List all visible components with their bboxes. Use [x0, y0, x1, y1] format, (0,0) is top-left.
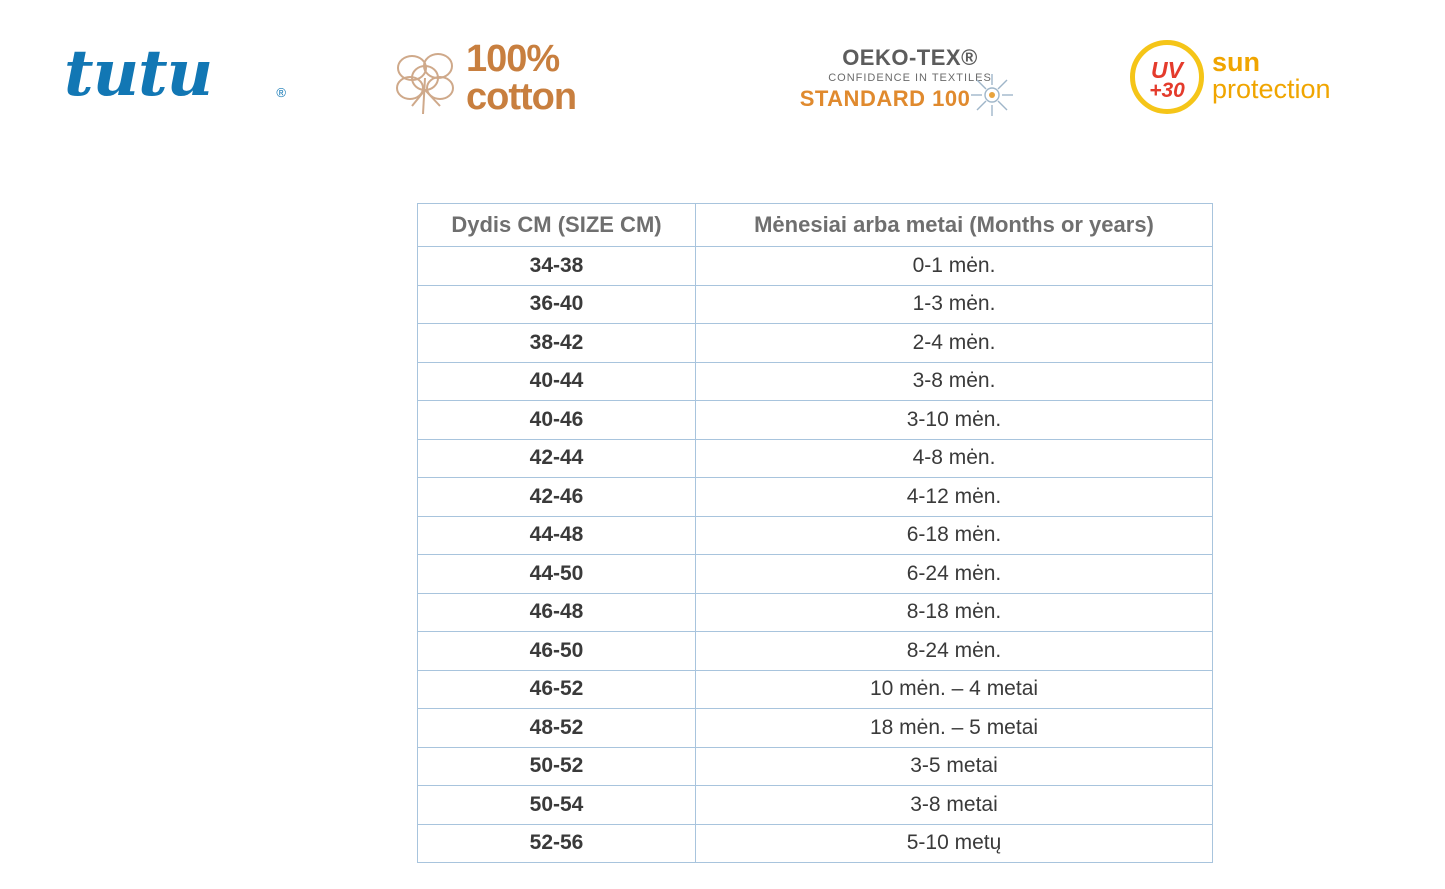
table-row: [418, 709, 1213, 748]
tutu-logo: [64, 36, 286, 114]
table-row: [418, 670, 1213, 709]
cell-size: 42-44: [418, 439, 696, 478]
cell-size: 36-40: [418, 285, 696, 324]
size-table: [417, 203, 1213, 863]
cell-age: 3-10 mėn.: [696, 401, 1213, 440]
table-row: [418, 362, 1213, 401]
cell-age: 2-4 mėn.: [696, 324, 1213, 363]
table-row: [418, 516, 1213, 555]
table-row: [418, 593, 1213, 632]
table-row: [418, 632, 1213, 671]
table-row: [418, 285, 1213, 324]
table-row: [418, 439, 1213, 478]
oeko-tex-subtitle: CONFIDENCE IN TEXTILES: [828, 72, 992, 84]
cell-age: 3-8 mėn.: [696, 362, 1213, 401]
cell-size: 42-46: [418, 478, 696, 517]
table-row: [418, 324, 1213, 363]
cotton-line1: 100%: [466, 38, 560, 80]
cotton-text: [466, 40, 576, 116]
uv-badge-line2: +30: [1149, 79, 1185, 102]
table-row: [418, 786, 1213, 825]
table-row: [418, 478, 1213, 517]
table-row: [418, 555, 1213, 594]
cell-age: 8-24 mėn.: [696, 632, 1213, 671]
cell-size: 40-46: [418, 401, 696, 440]
uv-protection-logo: [1130, 40, 1360, 118]
table-row: [418, 747, 1213, 786]
cell-size: 44-48: [418, 516, 696, 555]
table-header-row: [418, 204, 1213, 247]
registered-trademark-icon: ®: [276, 85, 286, 100]
cell-size: 52-56: [418, 824, 696, 863]
cell-age: 10 mėn. – 4 metai: [696, 670, 1213, 709]
cell-age: 6-18 mėn.: [696, 516, 1213, 555]
cotton-boll-icon: [390, 44, 462, 116]
cotton-line2: cotton: [466, 76, 577, 118]
uv-text-line1: sun: [1212, 47, 1261, 77]
uv-text: [1212, 49, 1331, 103]
cell-size: 46-48: [418, 593, 696, 632]
cell-age: 4-12 mėn.: [696, 478, 1213, 517]
cell-size: 46-52: [418, 670, 696, 709]
oeko-tex-title: OEKO-TEX®: [842, 45, 978, 70]
cell-age: 5-10 metų: [696, 824, 1213, 863]
logo-band: [0, 0, 1445, 150]
uv-badge-line1: UV: [1151, 57, 1183, 83]
oeko-tex-mark-icon: [969, 72, 1015, 118]
cell-size: 50-54: [418, 786, 696, 825]
oeko-tex-logo: [795, 46, 1025, 118]
table-row: [418, 401, 1213, 440]
cotton-logo: [390, 40, 620, 120]
tutu-wordmark: tutu: [64, 36, 213, 111]
uv-text-line2: protection: [1212, 74, 1331, 104]
cell-age: 6-24 mėn.: [696, 555, 1213, 594]
table-row: [418, 824, 1213, 863]
uv-badge-icon: [1130, 40, 1204, 114]
cell-size: 40-44: [418, 362, 696, 401]
cell-size: 38-42: [418, 324, 696, 363]
cell-size: 44-50: [418, 555, 696, 594]
oeko-tex-standard: STANDARD 100: [799, 86, 971, 111]
cell-size: 48-52: [418, 709, 696, 748]
column-header-age: Mėnesiai arba metai (Months or years): [696, 204, 1213, 247]
cell-age: 1-3 mėn.: [696, 285, 1213, 324]
size-table-container: [417, 203, 1212, 863]
column-header-size: Dydis CM (SIZE CM): [418, 204, 696, 247]
cell-age: 3-5 metai: [696, 747, 1213, 786]
cell-size: 34-38: [418, 247, 696, 286]
cell-age: 8-18 mėn.: [696, 593, 1213, 632]
cell-size: 46-50: [418, 632, 696, 671]
cell-age: 4-8 mėn.: [696, 439, 1213, 478]
cell-size: 50-52: [418, 747, 696, 786]
cell-age: 3-8 metai: [696, 786, 1213, 825]
cell-age: 0-1 mėn.: [696, 247, 1213, 286]
table-row: [418, 247, 1213, 286]
cell-age: 18 mėn. – 5 metai: [696, 709, 1213, 748]
